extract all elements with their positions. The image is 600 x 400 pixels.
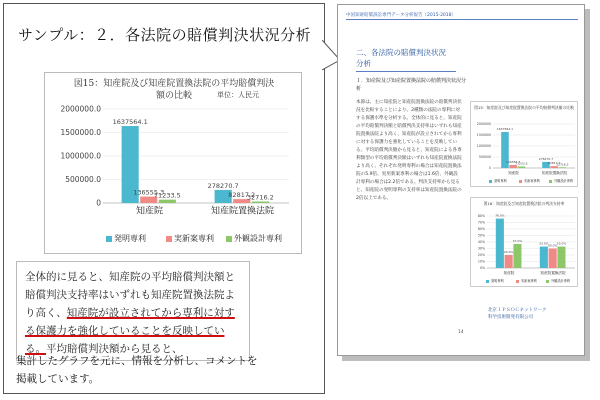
legend-swatch <box>106 236 112 242</box>
page-chart-1-title: 図15：知産院及び知産院置換法院の平均賠償判決額の比較 <box>474 105 574 110</box>
y-tick-label: 0 <box>488 166 491 171</box>
data-label: 82817.2 <box>228 191 256 200</box>
y-tick-label: 50% <box>477 233 485 238</box>
legend-swatch <box>516 280 519 283</box>
data-label: 20.0% <box>503 250 514 254</box>
caption-line-1: 集計したグラフを元に、情報を分析し、コメントを <box>16 355 258 367</box>
title-rule <box>356 71 456 72</box>
page-body-text: 本節は、主に知産院と知産院置換法院の賠償判決状況を比較することにより、2種類の法院の専利に対する保護水準を分析する。全体的に見ると、知産院の平均賠償判決額と賠償判決支持率はいずれも知産院置換法院より高く、知産院が設立されてから専利に対する保護力を強化していることを反映している。平均賠償判決額から見ると、知産院による各専利類型の平均賠償判決額はいずれも知産院置換法院より高く、それぞれ発明専利の場合は知産院置換法院の5.9倍、実用新案専利の場合は1.6倍、外観設計専利の場合は2.2倍である。判決支持率から見ると、知産院の発明専利の支持率は知産院置換法院の2倍以上である。 <box>356 100 462 201</box>
y-tick-label: 1000000.0 <box>60 151 101 161</box>
data-label: 136555.3 <box>506 159 521 164</box>
page-section-title <box>356 47 456 69</box>
category-label: 知産院 <box>503 271 515 276</box>
commentary-segment-3: 平均賠償判決額から見ると、 <box>46 343 183 355</box>
legend-label: 外観設計専利 <box>554 179 574 183</box>
bar <box>496 219 504 268</box>
legend-swatch <box>226 236 232 242</box>
bar <box>559 167 567 168</box>
data-label: 71233.5 <box>515 161 528 166</box>
y-tick-label: 1500000.0 <box>60 128 101 138</box>
header-rule <box>346 19 578 20</box>
legend-swatch <box>549 180 552 183</box>
legend-label: 発明専利 <box>494 179 507 183</box>
data-label: 76.0% <box>495 213 505 218</box>
page-header: 中国知財賠償訴訟専門データ分析報告（2015-2018） <box>346 13 457 18</box>
y-tick-label: 2000000 <box>476 122 491 127</box>
bar <box>505 255 513 268</box>
bar <box>557 247 565 268</box>
data-label: 136555.3 <box>133 188 165 197</box>
page-footer <box>488 307 547 321</box>
commentary-excerpt <box>16 261 250 361</box>
main-bar-chart <box>45 73 303 255</box>
page-chart-1 <box>470 101 578 187</box>
legend-swatch <box>166 236 172 242</box>
bar <box>509 165 517 168</box>
callout-caption <box>16 352 316 388</box>
bar <box>513 244 521 268</box>
legend-swatch <box>486 280 489 283</box>
y-tick-label: 0 <box>96 198 101 208</box>
y-tick-label: 0% <box>479 266 485 271</box>
data-label: 82817.2 <box>547 161 561 166</box>
main-chart-unit: 単位：人民元 <box>217 91 259 99</box>
bar <box>159 200 176 203</box>
data-label: 30.0% <box>547 243 558 248</box>
page-number: 14 <box>458 330 464 335</box>
legend-label: 発明専利 <box>491 279 504 283</box>
page-chart-2 <box>470 197 578 287</box>
data-label: 33.0% <box>556 241 567 246</box>
data-label: 33.0% <box>539 241 549 246</box>
legend-swatch <box>519 180 522 183</box>
section-title-line-2: 分析 <box>356 59 371 68</box>
page-chart-2-title: 図16：知産院及び知産院置換法院の判決支持率 <box>483 201 565 206</box>
legend-label: 発明専利 <box>114 234 146 243</box>
y-tick-label: 80% <box>477 214 485 219</box>
legend-label: 実新案専利 <box>174 234 214 243</box>
bar <box>518 166 526 168</box>
y-tick-label: 1500000 <box>476 133 491 138</box>
y-tick-label: 500000 <box>478 155 491 160</box>
legend-swatch <box>546 280 549 283</box>
y-tick-label: 500000.0 <box>65 175 101 185</box>
data-label: 37.0% <box>512 238 523 243</box>
category-label: 知産院 <box>508 171 519 176</box>
sample-callout <box>3 3 325 394</box>
y-tick-label: 60% <box>477 227 485 232</box>
legend-label: 実新案専利 <box>524 179 540 183</box>
legend-label: 実新案専利 <box>521 279 537 283</box>
commentary-underlined-segment: 知産院が設立されてから専利に対する保護力を強化していることを反映している。 <box>25 307 235 355</box>
bar <box>540 247 548 268</box>
main-chart-panel <box>44 72 302 254</box>
y-tick-label: 20% <box>477 253 485 258</box>
y-tick-label: 2000000.0 <box>60 104 101 114</box>
category-label: 知産院 <box>135 206 164 217</box>
y-tick-label: 30% <box>477 246 485 251</box>
commentary-segment-1: 全体的に見ると、知産院の平均賠償判決額と賠償判決支持率はいずれも知産院置換法院より高く、 <box>25 271 235 319</box>
legend-swatch <box>489 180 492 183</box>
bar <box>549 249 557 269</box>
bar <box>252 201 269 203</box>
callout-title: サンプル：２．各法院の賠償判決状況分析 <box>18 26 312 44</box>
page-subsection-title: １．知産院及び知産院置換法院の賠償判決状況分析 <box>356 78 467 92</box>
footer-line-1: 北京ＩＰＳＯＣネットワーク <box>488 308 547 313</box>
data-label: 278270.7 <box>207 181 239 190</box>
main-chart-title: 図15：知産院及び知産院置換法院の平均賠償判決額の比較 <box>73 79 275 101</box>
data-label: 1637564.1 <box>496 126 514 131</box>
y-tick-label: 70% <box>477 220 485 225</box>
y-tick-label: 10% <box>477 259 485 264</box>
legend-label: 外観設計専利 <box>234 234 282 243</box>
footer-line-2: 科学技術開発有限公司 <box>488 315 533 320</box>
section-title-line-1: 二、各法院の賠償判決状況 <box>356 48 446 57</box>
data-label: 71233.5 <box>153 191 181 200</box>
category-label: 知産院置換法院 <box>210 206 275 217</box>
data-label: 32716.2 <box>246 193 274 202</box>
category-label: 知産院置換法院 <box>540 271 566 276</box>
report-page-thumbnail <box>337 4 585 356</box>
data-label: 1637564.1 <box>112 118 148 127</box>
page-bar-chart-1 <box>471 102 579 188</box>
y-tick-label: 1000000 <box>476 144 491 149</box>
data-label: 278270.7 <box>538 156 554 161</box>
page-bar-chart-2 <box>471 198 579 288</box>
bar <box>550 166 558 168</box>
data-label: 32716.2 <box>556 162 569 167</box>
caption-line-2: 掲載しています。 <box>16 373 100 385</box>
y-tick-label: 40% <box>477 240 485 245</box>
category-label: 知産院置換法院 <box>541 171 568 176</box>
legend-label: 外観設計専利 <box>551 279 571 283</box>
